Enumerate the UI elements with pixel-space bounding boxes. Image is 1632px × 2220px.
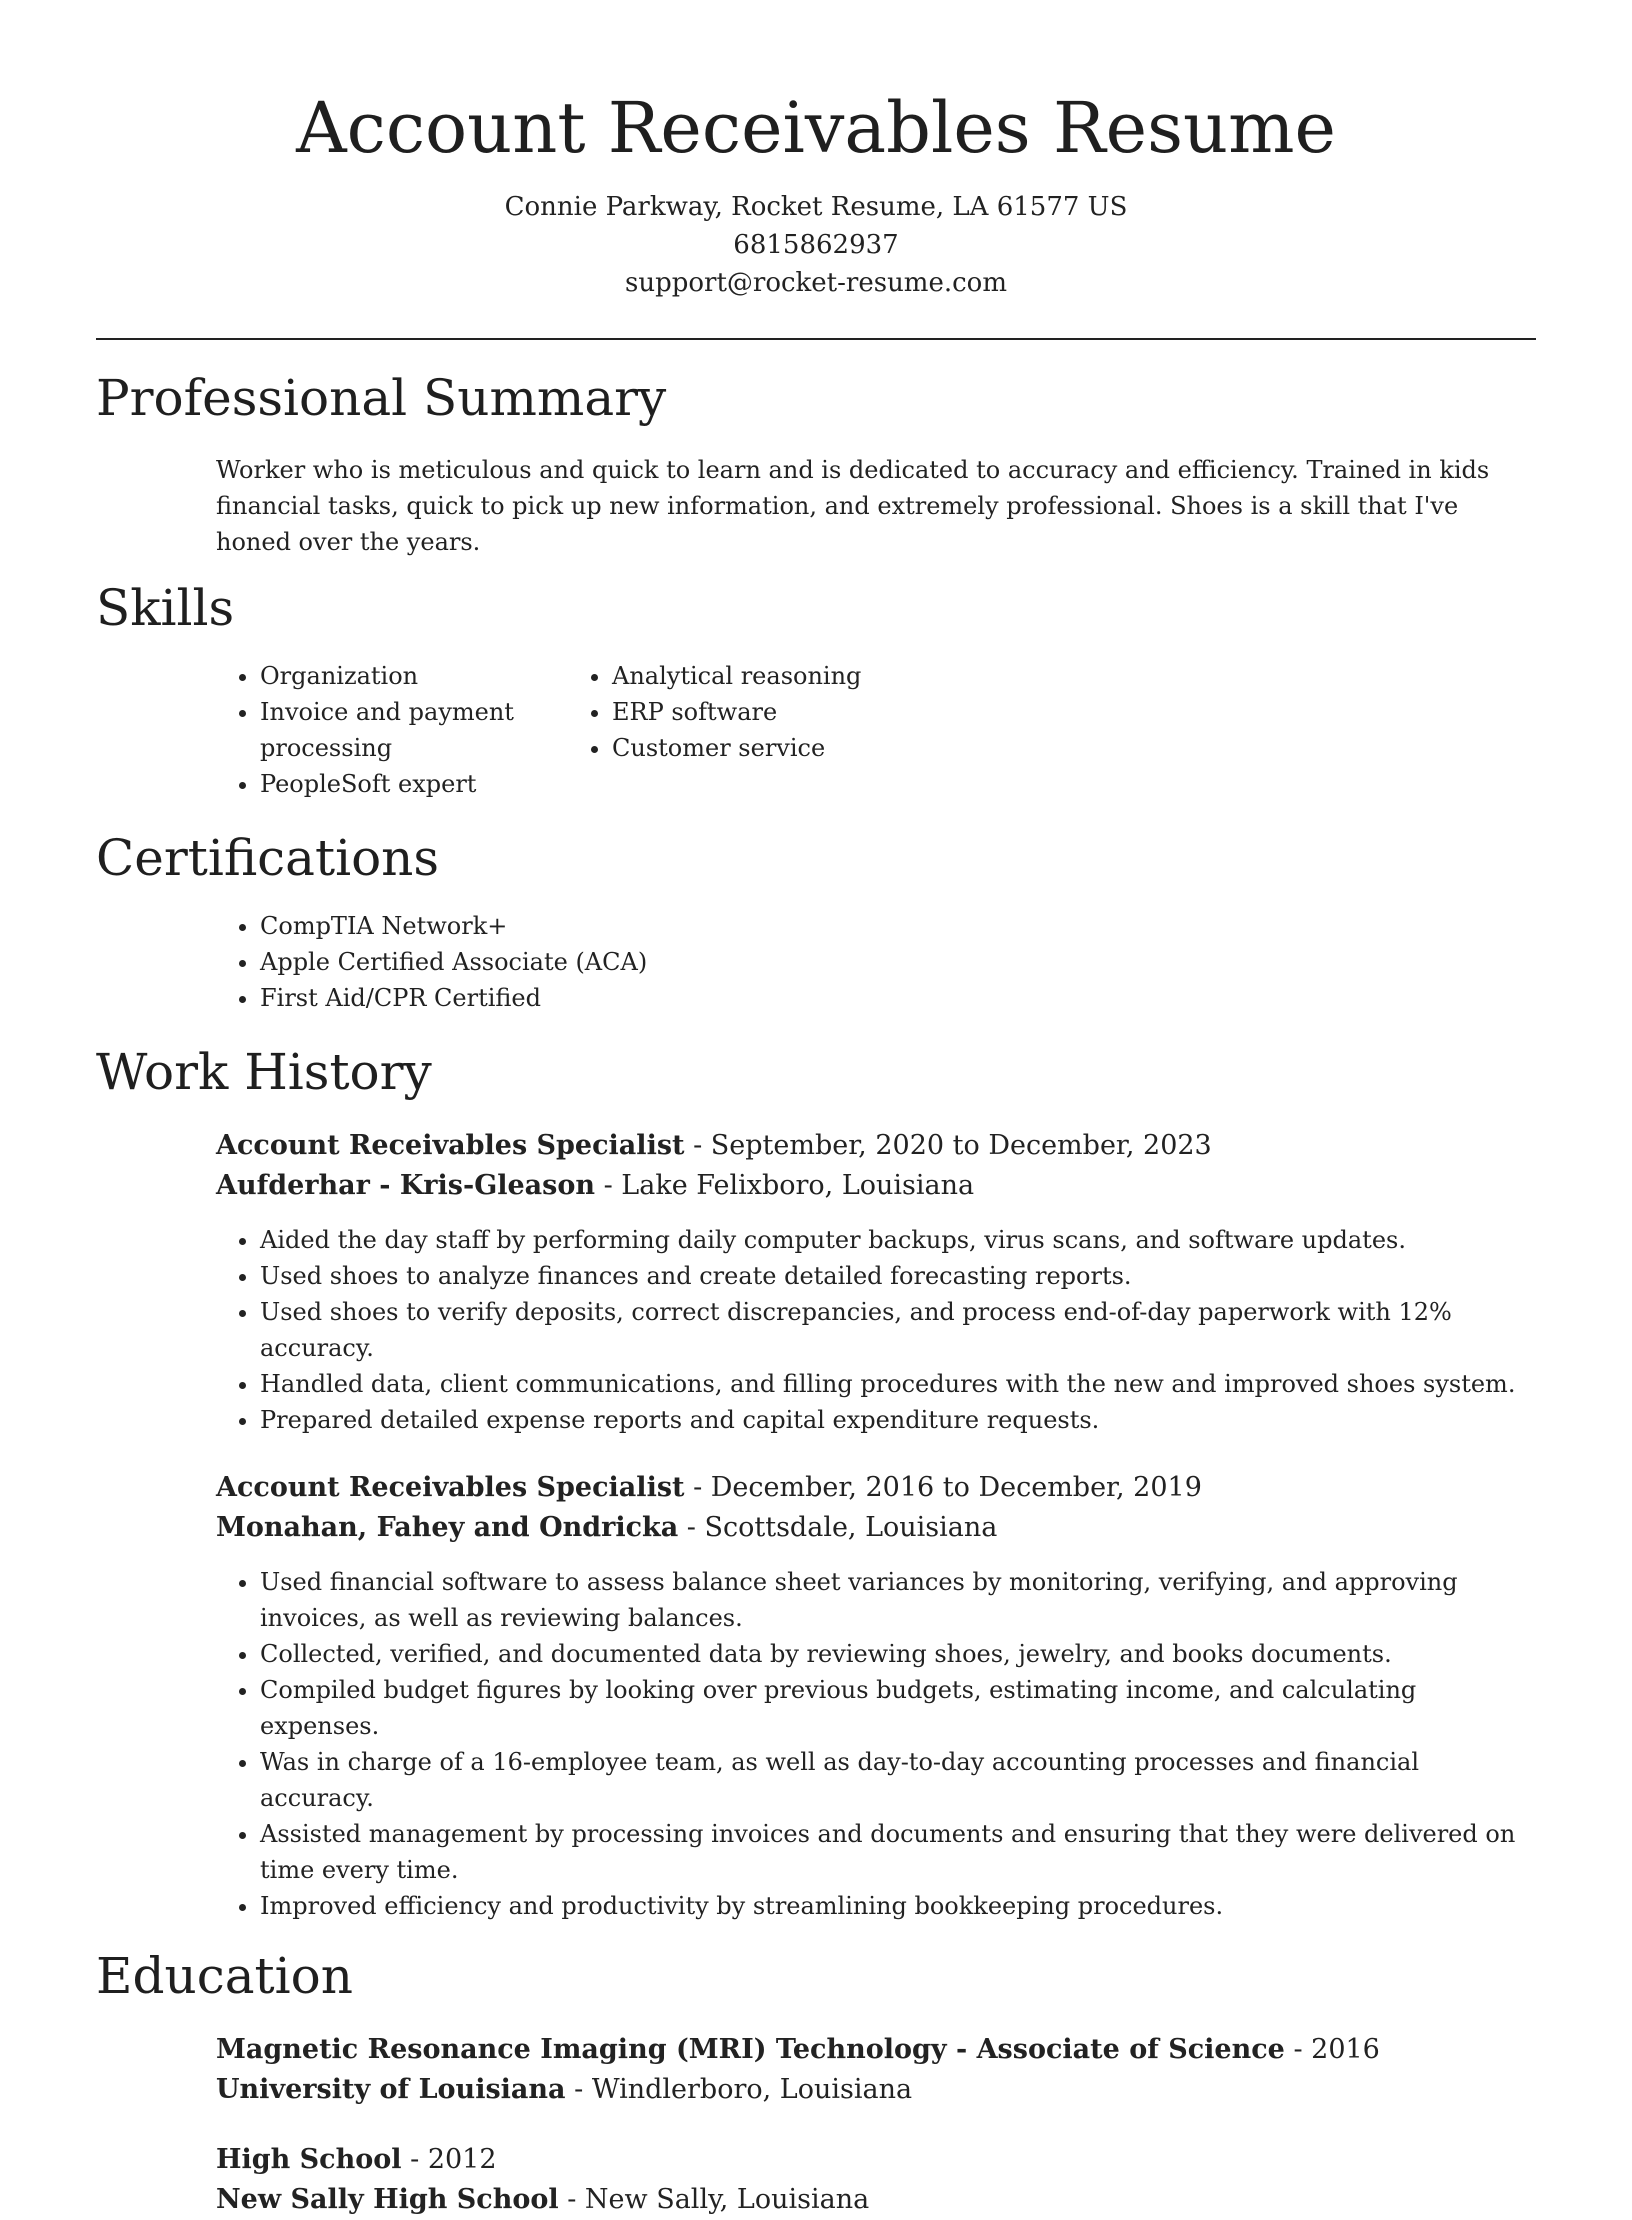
job-dates: - December, 2016 to December, 2019	[684, 1472, 1202, 1503]
work-history-section	[96, 1042, 1536, 1924]
job-bullet: • Compiled budget figures by looking over previous budgets, estimating income, and calculating expenses.	[260, 1672, 1536, 1744]
job-entry	[96, 1468, 1536, 1548]
job-company: Aufderhar - Kris-Gleason	[216, 1170, 596, 1201]
skills-grid	[96, 658, 1536, 802]
certification-item: • First Aid/CPR Certified	[260, 980, 1536, 1016]
job-title-line	[216, 1468, 1536, 1508]
education-program-line	[216, 2030, 1536, 2070]
job-dates: - September, 2020 to December, 2023	[684, 1130, 1212, 1161]
job-company: Monahan, Fahey and Ondricka	[216, 1512, 679, 1543]
job-bullet: • Used financial software to assess balance sheet variances by monitoring, verifying, and approving invoices, as well as reviewing balances.	[260, 1564, 1536, 1636]
education-school-line	[216, 2180, 1536, 2220]
skill-item: • ERP software	[612, 694, 861, 730]
education-location: - New Sally, Louisiana	[558, 2184, 870, 2215]
certifications-section	[96, 828, 1536, 1016]
certification-item: • Apple Certified Associate (ACA)	[260, 944, 1536, 980]
contact-block	[96, 188, 1536, 302]
skills-heading: Skills	[96, 579, 235, 637]
summary-section	[96, 368, 1536, 560]
education-program: High School	[216, 2144, 402, 2175]
education-location: - Windlerboro, Louisiana	[565, 2074, 913, 2105]
job-title-line	[216, 1126, 1536, 1166]
phone-text: 6815862937	[733, 230, 899, 260]
job-bullet: • Used shoes to verify deposits, correct discrepancies, and process end-of-day paperwork with 12% accuracy.	[260, 1294, 1536, 1366]
email-text: support@rocket-resume.com	[624, 268, 1007, 298]
job-bullet: • Handled data, client communications, and filling procedures with the new and improved shoes system.	[260, 1366, 1536, 1402]
job-location: - Scottsdale, Louisiana	[678, 1512, 998, 1543]
resume-header	[96, 0, 1536, 302]
skill-item: • Invoice and payment processing	[260, 694, 582, 766]
skills-list-right	[582, 658, 861, 802]
education-entry	[96, 2140, 1536, 2220]
education-year: - 2016	[1284, 2034, 1380, 2065]
job-company-line	[216, 1166, 1536, 1206]
skill-item: • Organization	[260, 658, 582, 694]
education-section	[96, 1946, 1536, 2220]
job-bullet: • Used shoes to analyze finances and create detailed forecasting reports.	[260, 1258, 1536, 1294]
job-bullet: • Improved efficiency and productivity by streamlining bookkeeping procedures.	[260, 1888, 1536, 1924]
summary-text: Worker who is meticulous and quick to learn and is dedicated to accuracy and efficiency. Trained in kids financial tasks, quick to pick up new information, and extremely professional. Shoes is a skill that I've honed over the years.	[216, 456, 1490, 556]
education-school-line	[216, 2070, 1536, 2110]
education-entry	[96, 2030, 1536, 2110]
education-school: University of Louisiana	[216, 2074, 566, 2105]
job-bullet: • Was in charge of a 16-employee team, as well as day-to-day accounting processes and financial accuracy.	[260, 1744, 1536, 1816]
job-location: - Lake Felixboro, Louisiana	[595, 1170, 975, 1201]
header-divider	[96, 338, 1536, 340]
job-bullet: • Prepared detailed expense reports and capital expenditure requests.	[260, 1402, 1536, 1438]
skills-section	[96, 578, 1536, 802]
skills-list-left	[96, 658, 582, 802]
job-entry	[96, 1126, 1536, 1206]
certification-item: • CompTIA Network+	[260, 908, 1536, 944]
education-year: - 2012	[401, 2144, 497, 2175]
education-program-line	[216, 2140, 1536, 2180]
job-bullet: • Aided the day staff by performing daily computer backups, virus scans, and software updates.	[260, 1222, 1536, 1258]
job-bullet: • Assisted management by processing invoices and documents and ensuring that they were delivered on time every time.	[260, 1816, 1536, 1888]
job-bullet: • Collected, verified, and documented data by reviewing shoes, jewelry, and books documents.	[260, 1636, 1536, 1672]
education-school: New Sally High School	[216, 2184, 559, 2215]
job-title: Account Receivables Specialist	[216, 1130, 685, 1161]
job-bullets	[96, 1564, 1536, 1924]
certifications-list	[96, 908, 1536, 1016]
education-heading: Education	[96, 1947, 353, 2005]
job-title: Account Receivables Specialist	[216, 1472, 685, 1503]
job-company-line	[216, 1508, 1536, 1548]
work-history-heading: Work History	[96, 1043, 432, 1101]
job-bullets	[96, 1222, 1536, 1438]
education-program: Magnetic Resonance Imaging (MRI) Technology - Associate of Science	[216, 2034, 1285, 2065]
skill-item: • PeopleSoft expert	[260, 766, 582, 802]
certifications-heading: Certifications	[96, 829, 440, 887]
address-text: Connie Parkway, Rocket Resume, LA 61577 US	[504, 192, 1128, 222]
resume-title: Account Receivables Resume	[296, 87, 1336, 169]
skill-item: • Customer service	[612, 730, 861, 766]
summary-heading: Professional Summary	[96, 369, 667, 427]
skill-item: • Analytical reasoning	[612, 658, 861, 694]
